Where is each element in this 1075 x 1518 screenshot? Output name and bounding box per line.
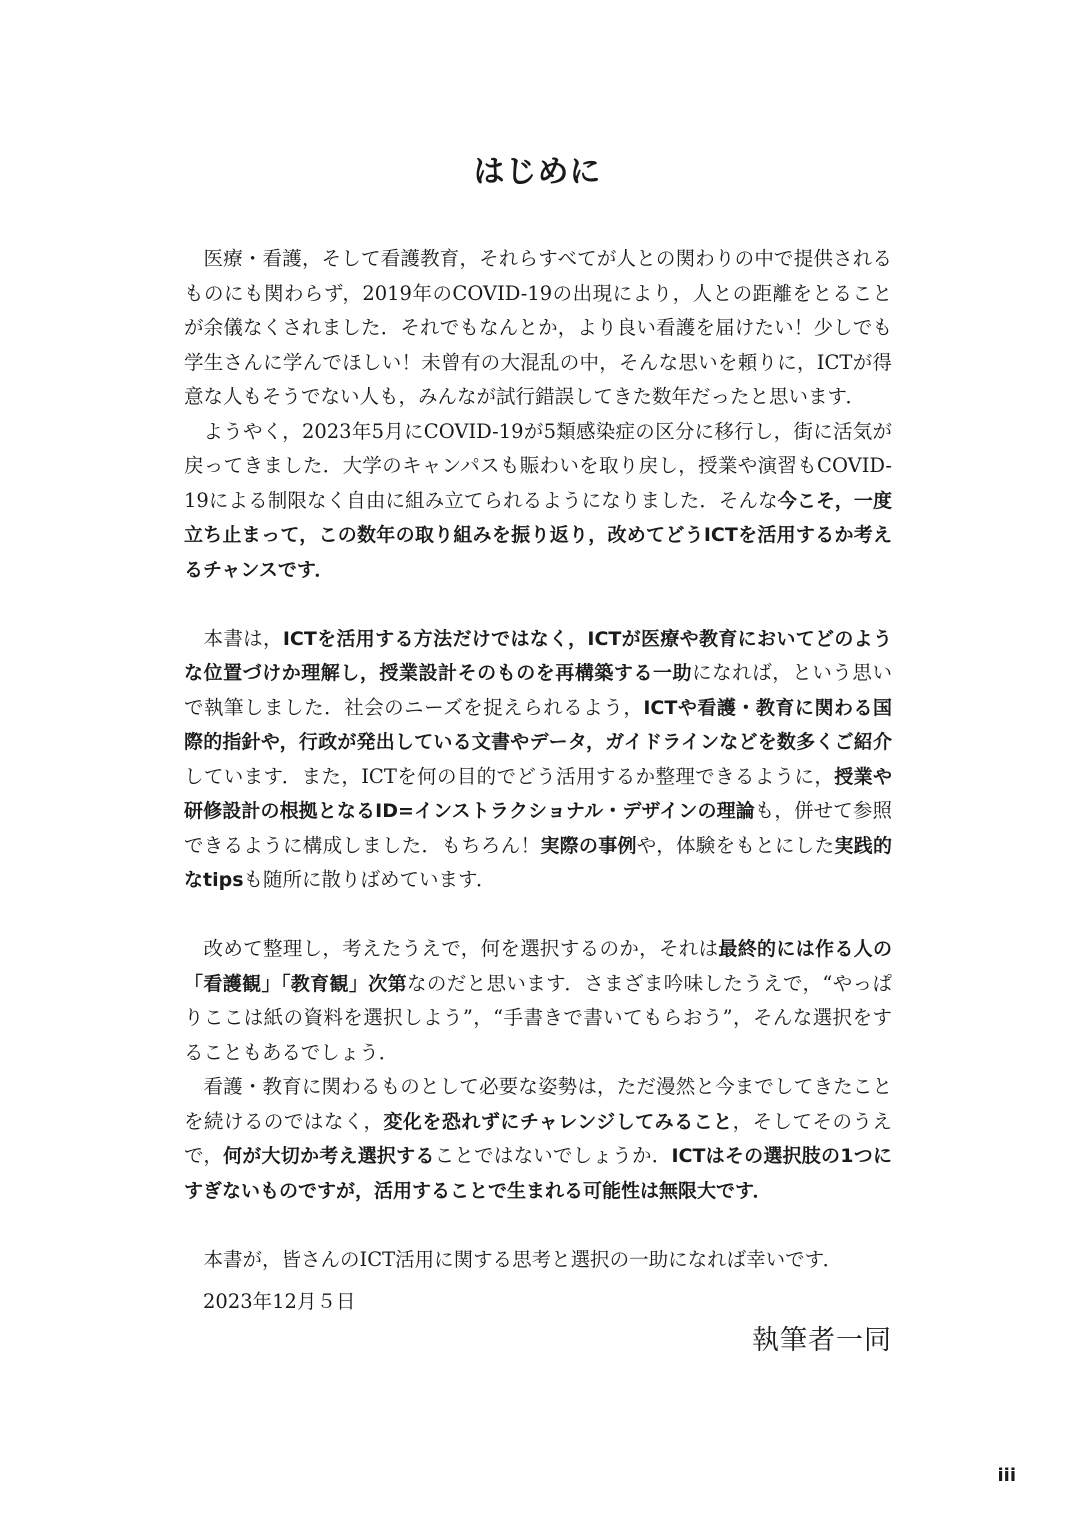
paragraph bbox=[184, 415, 892, 588]
paragraph-gap bbox=[184, 1208, 892, 1243]
body-text: になれば，という思いで執筆しました．社会のニーズを捉えられるよう， bbox=[184, 661, 892, 719]
signature: 執筆者一同 bbox=[752, 1325, 892, 1356]
paragraph bbox=[184, 622, 892, 898]
emphasis-text: ICTや看護・教育に関わる国際的指針や，行政が発出している文書やデータ，ガイドラインなどを数多くご紹介 bbox=[184, 696, 892, 753]
body-text: 本書は， bbox=[203, 626, 283, 650]
body-text: も随所に散りばめています． bbox=[243, 868, 496, 891]
preface-body bbox=[184, 242, 892, 1277]
paragraph bbox=[184, 1070, 892, 1208]
emphasis-text: 最終的には作る人の「看護観」「教育観」次第 bbox=[184, 938, 892, 995]
body-text: なのだと思います．さまざま吟味したうえで，“やっぱりここは紙の資料を選択しよう”，“手書きで書いてもらおう”，そんな選択をすることもあるでしょう． bbox=[184, 971, 892, 1064]
paragraph-gap bbox=[184, 898, 892, 933]
date: 2023年12月５日 bbox=[203, 1290, 356, 1313]
emphasis-text: ICTを活用する方法だけではなく，ICTが医療や教育においてどのような位置づけか理解し，授業設計そのものを再構築する一助 bbox=[184, 627, 892, 684]
body-text: 医療・看護，そして看護教育，それらすべてが人との関わりの中で提供されるものにも関わらず，2019年のCOVID-19の出現により，人との距離をとることが余儀なくされました．それでもなんとか，より良い看護を届けたい！少しでも学生さんに学んでほしい！未曾有の大混乱の中，そんな思いを頼りに，ICTが得意な人もそうでない人も，みんなが試行錯誤してきた数年だったと思います． bbox=[184, 247, 892, 408]
body-text: も，併せて参照できるように構成しました．もちろん！ bbox=[184, 799, 892, 857]
page-number: iii bbox=[997, 1465, 1016, 1486]
paragraph bbox=[184, 242, 892, 415]
emphasis-text: 実際の事例 bbox=[540, 834, 637, 857]
emphasis-text: 何が大切か考え選択する bbox=[223, 1145, 435, 1167]
body-text: 本書が，皆さんのICT活用に関する思考と選択の一助になれば幸いです． bbox=[203, 1247, 843, 1271]
page-title: はじめに bbox=[473, 154, 602, 190]
emphasis-text: 今こそ，一度立ち止まって，この数年の取り組みを振り返り，改めてどうICTを活用するか考えるチャンスです． bbox=[184, 489, 892, 581]
paragraph bbox=[184, 932, 892, 1070]
emphasis-text: 実践的なtips bbox=[184, 834, 892, 891]
body-text: 看護・教育に関わるものとして必要な姿勢は，ただ漫然と今までしてきたことを続けるのではなく， bbox=[184, 1075, 892, 1133]
emphasis-text: 授業や研修設計の根拠となるID=インストラクショナル・デザインの理論 bbox=[184, 765, 892, 822]
body-text: ことではないでしょうか． bbox=[434, 1144, 672, 1167]
body-text: しています．また，ICTを何の目的でどう活用するか整理できるように， bbox=[184, 764, 835, 788]
body-text: や，体験をもとにした bbox=[636, 833, 835, 857]
paragraph-gap bbox=[184, 587, 892, 622]
emphasis-text: 変化を恐れずにチャレンジしてみること bbox=[383, 1110, 733, 1133]
body-text: ，そしてそのうえで， bbox=[184, 1109, 892, 1167]
emphasis-text: ICTはその選択肢の1つにすぎないものですが，活用することで生まれる可能性は無限大です． bbox=[184, 1145, 892, 1202]
body-text: 改めて整理し，考えたうえで，何を選択するのか，それは bbox=[203, 937, 719, 960]
body-text: ようやく，2023年5月にCOVID-19が5類感染症の区分に移行し，街に活気が戻ってきました．大学のキャンパスも賑わいを取り戻し，授業や演習もCOVID-19による制限なく自由に組み立てられるようになりました．そんな bbox=[184, 419, 892, 512]
paragraph bbox=[184, 1243, 892, 1278]
